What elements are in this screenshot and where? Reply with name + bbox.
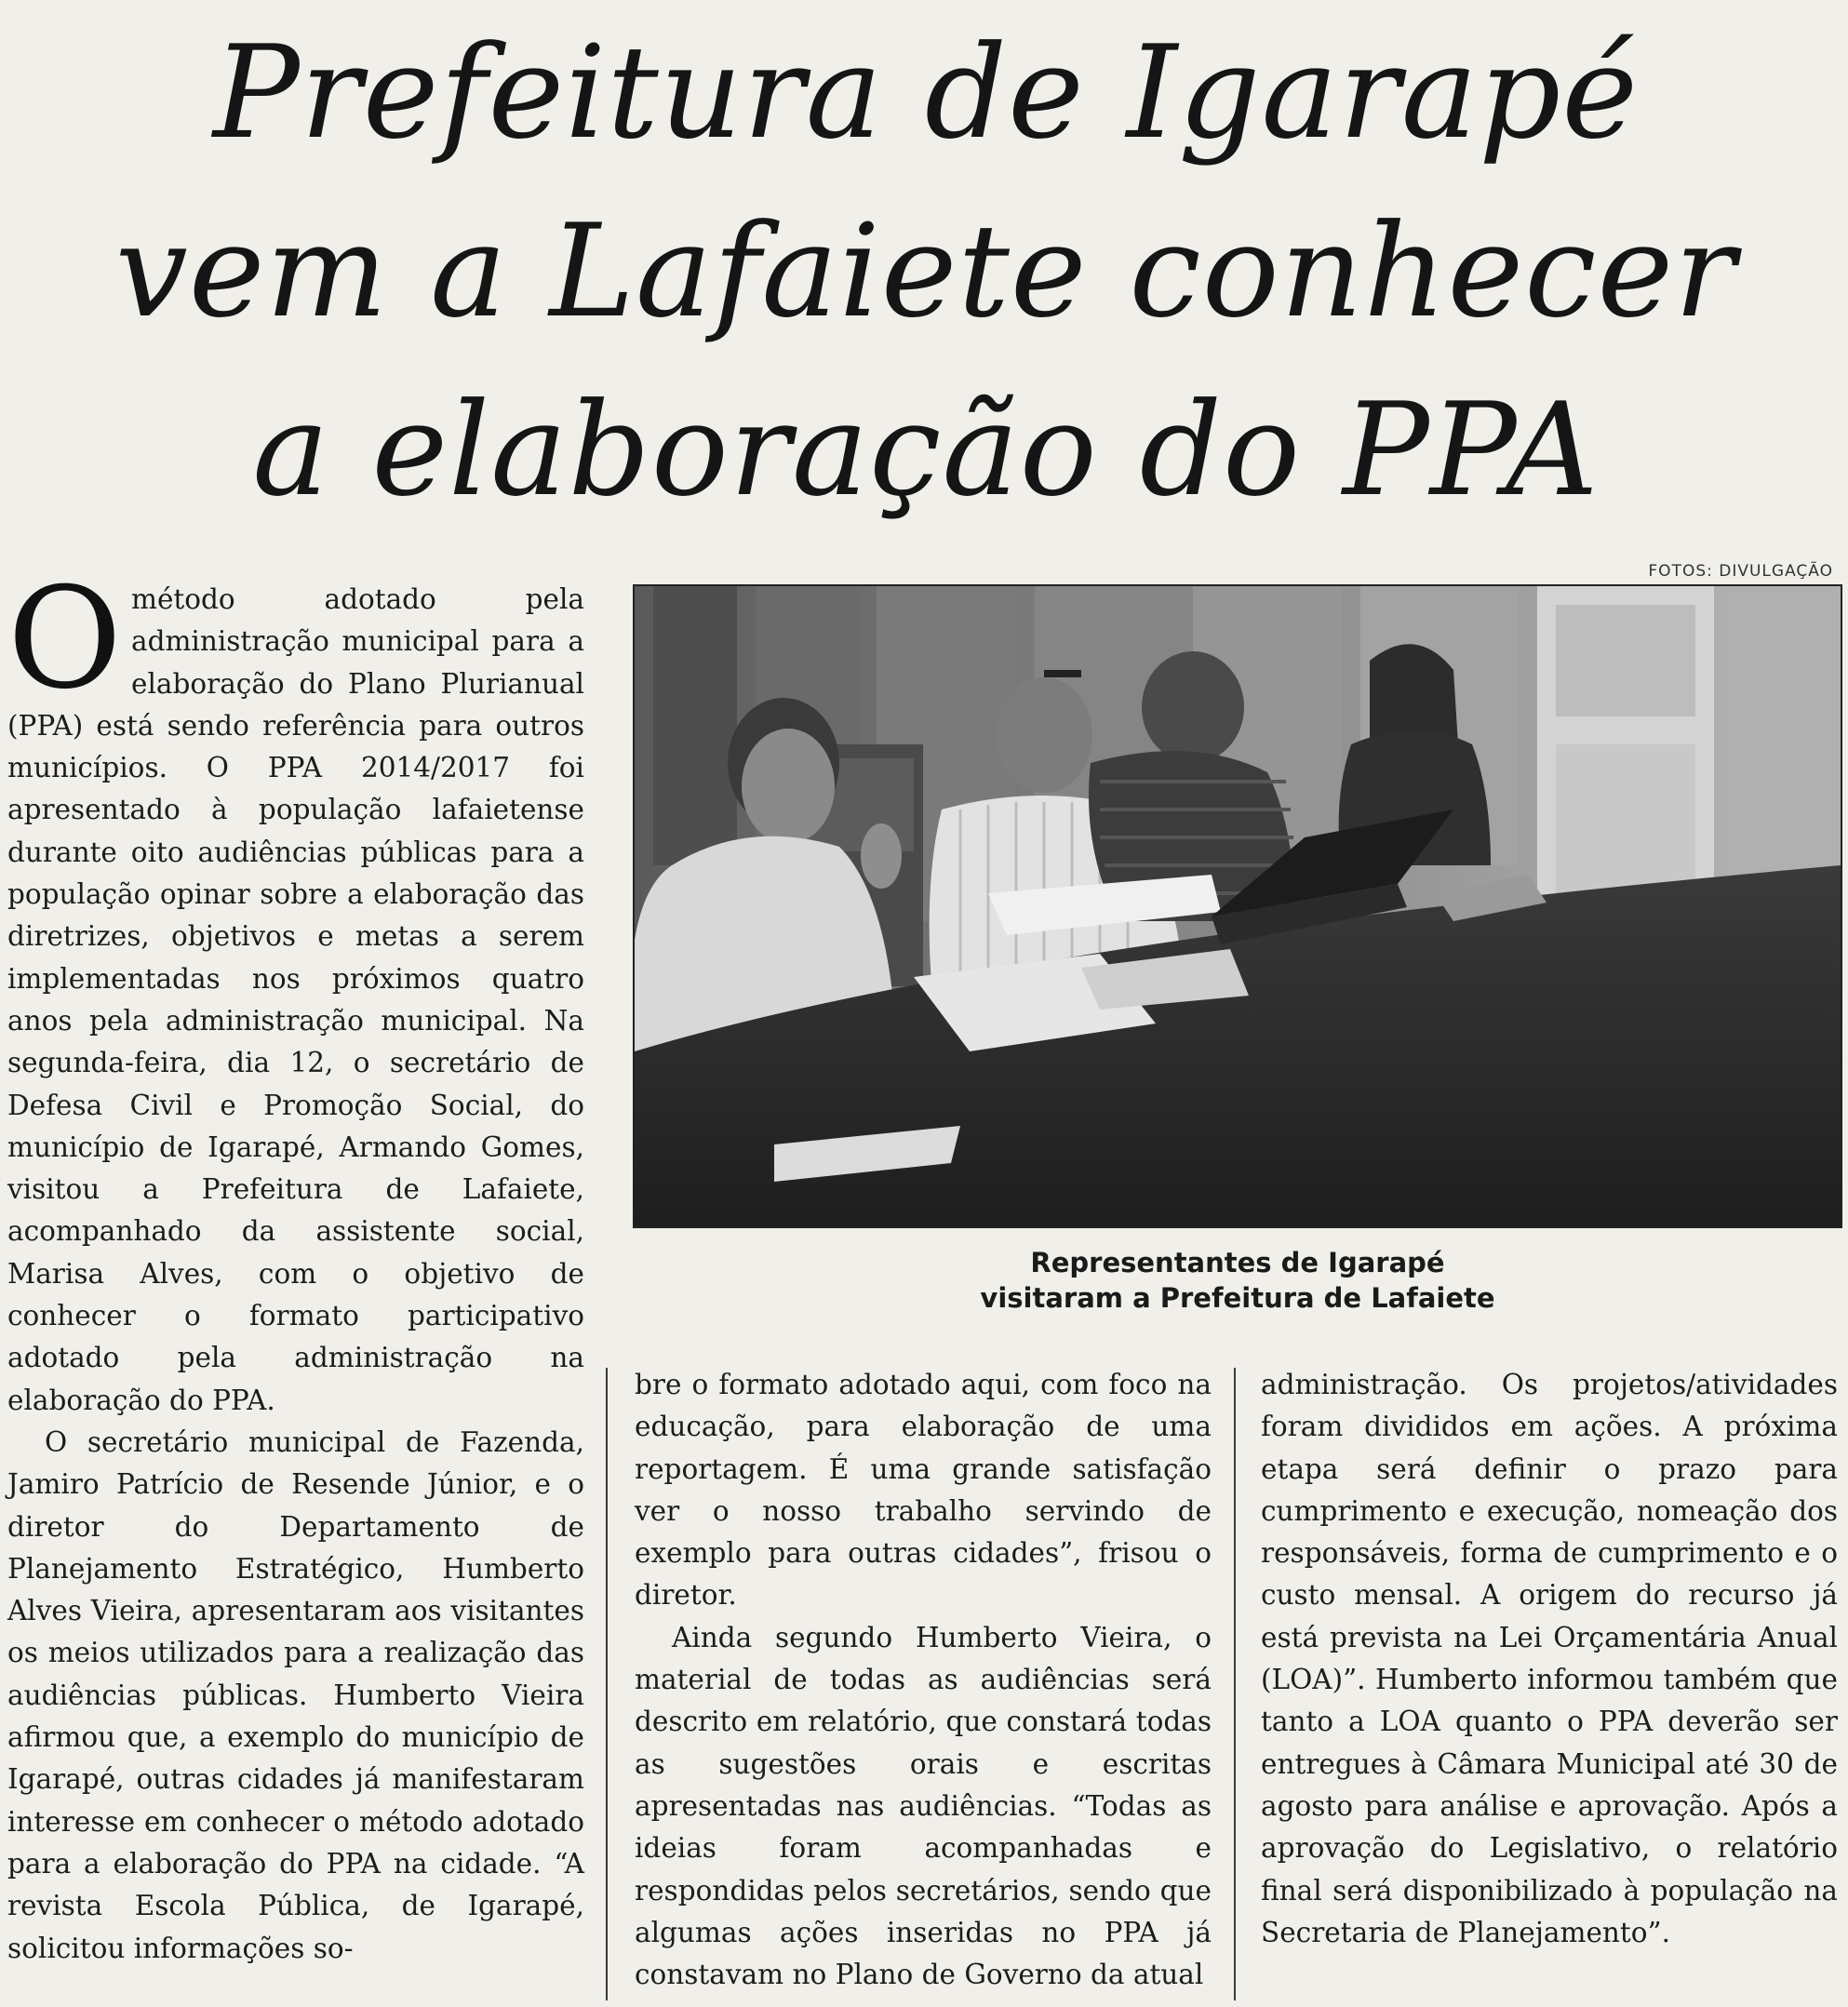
article-paragraph-3: bre o formato adotado aqui, com foco na educação, para elaboração de uma reportagem. É uma grande satisfação ver o nosso trabalho servindo de exemplo para outras cidades”, frisou o diretor.	[635, 1369, 1212, 1612]
article-column-1	[7, 558, 584, 1970]
article-paragraph-1: método adotado pela administração municipal para a elaboração do Plano Plurianual (PPA) está sendo referência para outros municípios. O PPA 2014/2017 foi apresentado à população lafaietense durante oito audiências públicas para a população opinar sobre a elaboração das diretrizes, objetivos e metas a serem implementadas nos próximos quatro anos pela administração municipal. Na segunda-feira, dia 12, o secretário de Defesa Civil e Promoção Social, do município de Igarapé, Armando Gomes, visitou a Prefeitura de Lafaiete, acompanhado da assistente social, Marisa Alves, com o objetivo de conhecer o formato participativo adotado pela administração na elaboração do PPA.	[7, 583, 584, 1416]
column-rule-2	[1234, 1368, 1236, 2000]
caption-line-1: Representantes de Igarapé	[1030, 1247, 1445, 1278]
headline-line-3: a elaboração do PPA	[252, 375, 1600, 525]
photo-caption	[633, 1245, 1842, 1316]
meeting-photo-illustration	[635, 586, 1841, 1226]
article-column-3	[1261, 1364, 1838, 1954]
headline-line-1: Prefeitura de Igarapé	[212, 18, 1640, 167]
article-paragraph-4: Ainda segundo Humberto Vieira, o material de todas as audiências será descrito em relatório, que constará todas as sugestões orais e escritas apresentadas nas audiências. “Todas as ideias foram acompanhadas e respondidas pelos secretários, sendo que algumas ações inseridas no PPA já constavam no Plano de Governo da atual	[635, 1621, 1212, 1991]
meeting-photo	[633, 584, 1842, 1228]
drop-cap: O	[7, 558, 122, 720]
article-column-2	[635, 1364, 1212, 1996]
article-paragraph-5: administração. Os projetos/atividades foram divididos em ações. A próxima etapa será definir o prazo para cumprimento e execução, nomeação dos responsáveis, forma de cumprimento e o custo mensal. A origem do recurso já está prevista na Lei Orçamentária Anual (LOA)”. Humberto informou também que tanto a LOA quanto o PPA deverão ser entregues à Câmara Municipal até 30 de agosto para análise e aprovação. Após a aprovação do Legislativo, o relatório final será disponibilizado à população na Secretaria de Planejamento”.	[1261, 1369, 1838, 1948]
headline-line-2: vem a Lafaiete conhecer	[114, 196, 1737, 346]
photo-credit: FOTOS: DIVULGAÇÃO	[1648, 562, 1833, 581]
article-paragraph-2: O secretário municipal de Fazenda, Jamiro Patrício de Resende Júnior, e o diretor do Departamento de Planejamento Estratégico, Humberto Alves Vieira, apresentaram aos visitantes os meios utilizados para a realização das audiências públicas. Humberto Vieira afirmou que, a exemplo do município de Igarapé, outras cidades já manifestaram interesse em conhecer o método adotado para a elaboração do PPA na cidade. “A revista Escola Pública, de Igarapé, solicitou informações so-	[7, 1425, 584, 1964]
headline	[28, 4, 1824, 540]
column-rule-1	[606, 1368, 608, 2000]
caption-line-2: visitaram a Prefeitura de Lafaiete	[980, 1282, 1495, 1314]
